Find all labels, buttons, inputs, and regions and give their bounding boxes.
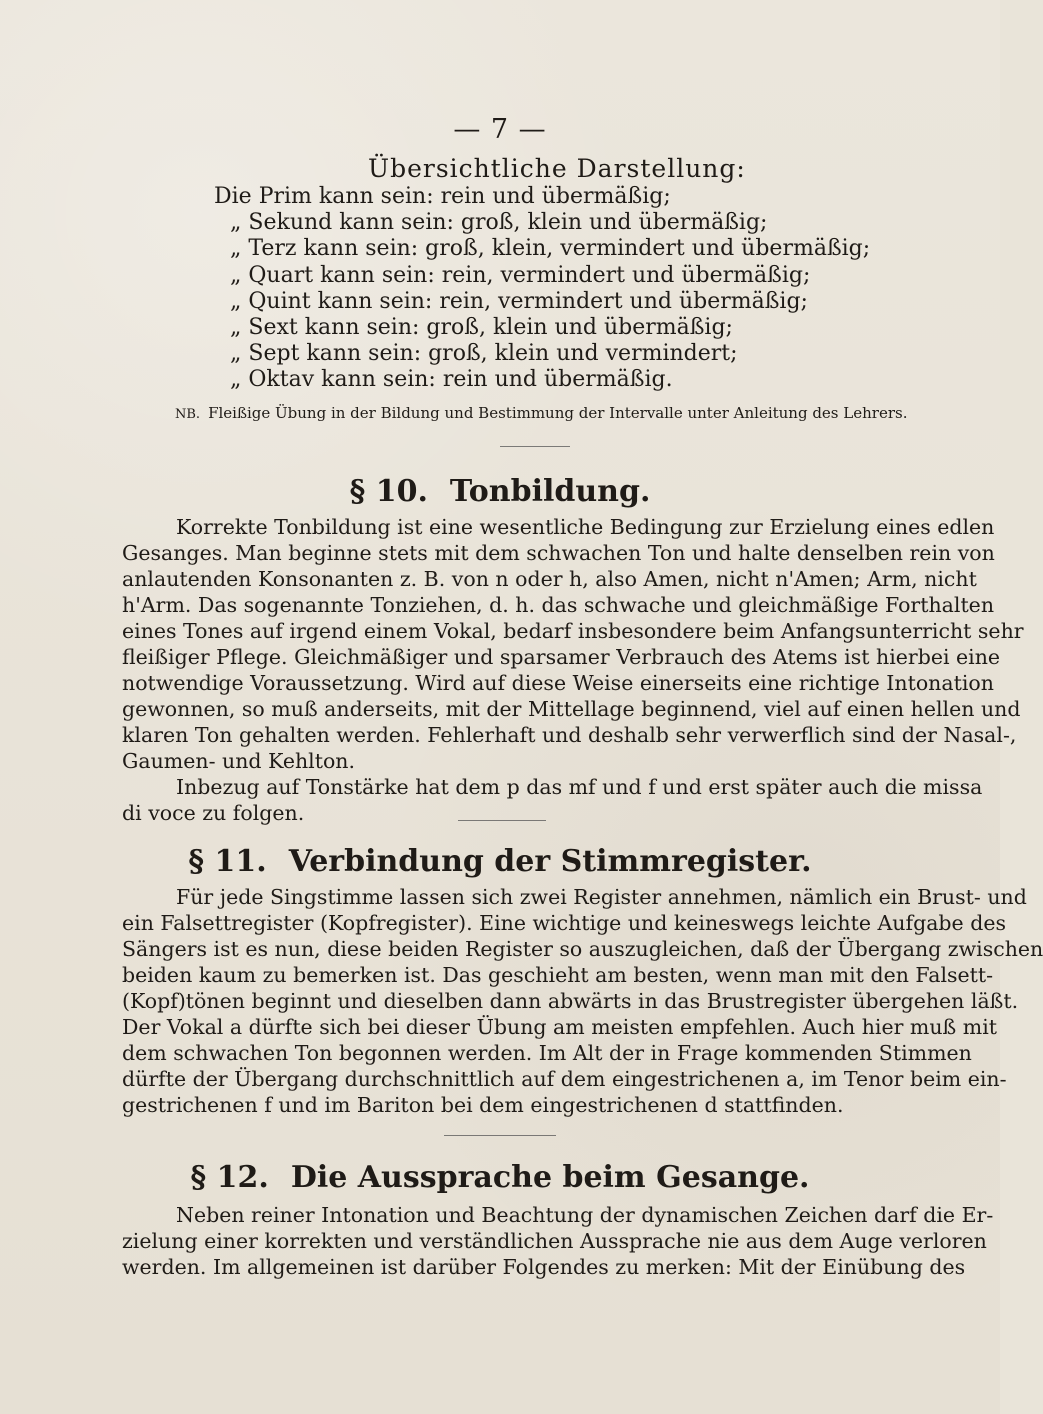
- paragraph-line: Sängers ist es nun, diese beiden Register so auszugleichen, daß der Übergang zwischen: [122, 937, 1043, 961]
- paragraph-line: Korrekte Tonbildung ist eine wesentliche Bedingung zur Erzielung eines edlen: [176, 515, 995, 539]
- paragraph-line: dem schwachen Ton begonnen werden. Im Alt der in Frage kommenden Stimmen: [122, 1041, 972, 1065]
- paragraph-line: anlautenden Konsonanten z. B. von n oder h, also Amen, nicht n'Amen; Arm, nicht: [122, 567, 977, 591]
- paragraph-line: gewonnen, so muß anderseits, mit der Mittellage beginnend, viel auf einen hellen und: [122, 697, 1021, 721]
- interval-item-quint: „ Quint kann sein: rein, vermindert und übermäßig;: [230, 288, 808, 314]
- paragraph-line: gestrichenen f und im Bariton bei dem eingestrichenen d stattfinden.: [122, 1093, 844, 1117]
- interval-item-sept: „ Sept kann sein: groß, klein und vermindert;: [230, 341, 738, 367]
- overview-title: Übersichtliche Darstellung:: [368, 154, 746, 183]
- paragraph-line: ein Falsettregister (Kopfregister). Eine wichtige und keineswegs leichte Aufgabe des: [122, 911, 1006, 935]
- section-number: § 11.: [188, 844, 267, 879]
- paragraph-line: (Kopf)tönen beginnt und dieselben dann abwärts in das Brustregister übergehen läßt.: [122, 989, 1019, 1013]
- section-number: § 12.: [190, 1160, 269, 1195]
- paragraph-line: zielung einer korrekten und verständlichen Aussprache nie aus dem Auge verloren: [122, 1229, 987, 1253]
- interval-item-sekund: „ Sekund kann sein: groß, klein und übermäßig;: [230, 210, 768, 236]
- section-title: Die Aussprache beim Gesange.: [290, 1160, 810, 1195]
- note: [175, 404, 908, 422]
- interval-item-oktav: „ Oktav kann sein: rein und übermäßig.: [230, 367, 673, 393]
- paragraph-line: klaren Ton gehalten werden. Fehlerhaft und deshalb sehr verwerflich sind der Nasal-,: [122, 723, 1017, 747]
- section-divider: [500, 446, 570, 447]
- section-title: Tonbildung.: [449, 474, 651, 509]
- note-text: Fleißige Übung in der Bildung und Bestimmung der Intervalle unter Anleitung des Lehrers.: [208, 404, 908, 422]
- paragraph-line: fleißiger Pflege. Gleichmäßiger und sparsamer Verbrauch des Atems ist hierbei eine: [122, 645, 1001, 669]
- page-number: — 7 —: [453, 114, 547, 145]
- paragraph-line: Gesanges. Man beginne stets mit dem schwachen Ton und halte denselben rein von: [122, 541, 995, 565]
- paragraph-line: werden. Im allgemeinen ist darüber Folgendes zu merken: Mit der Einübung des: [122, 1255, 966, 1279]
- section-divider: [458, 820, 546, 821]
- interval-item-prim: Die Prim kann sein: rein und übermäßig;: [214, 184, 671, 209]
- interval-item-sext: „ Sext kann sein: groß, klein und übermäßig;: [230, 314, 733, 340]
- paragraph-line: Inbezug auf Tonstärke hat dem p das mf und f und erst später auch die missa: [176, 775, 983, 799]
- paragraph-line: beiden kaum zu bemerken ist. Das geschieht am besten, wenn man mit den Falsett-: [122, 963, 994, 987]
- section-heading-10: [0, 474, 1000, 509]
- paragraph-line: di voce zu folgen.: [122, 801, 305, 825]
- section-heading-12: [0, 1160, 1000, 1195]
- section-divider: [444, 1135, 556, 1136]
- section-number: § 10.: [349, 474, 428, 509]
- paragraph-line: Der Vokal a dürfte sich bei dieser Übung am meisten empfehlen. Auch hier muß mit: [122, 1015, 997, 1039]
- interval-item-quart: „ Quart kann sein: rein, vermindert und übermäßig;: [230, 262, 811, 288]
- paragraph-line: Neben reiner Intonation und Beachtung der dynamischen Zeichen darf die Er-: [176, 1203, 994, 1227]
- paragraph-line: eines Tones auf irgend einem Vokal, bedarf insbesondere beim Anfangsunterricht sehr: [122, 619, 1024, 643]
- paragraph-line: Gaumen- und Kehlton.: [122, 749, 356, 773]
- note-label: NB.: [175, 407, 201, 422]
- interval-list: [214, 184, 871, 394]
- paragraph-line: notwendige Voraussetzung. Wird auf diese Weise einerseits eine richtige Intonation: [122, 671, 994, 695]
- paragraph-line: h'Arm. Das sogenannte Tonziehen, d. h. das schwache und gleichmäßige Forthalten: [122, 593, 995, 617]
- paragraph-line: dürfte der Übergang durchschnittlich auf dem eingestrichenen a, im Tenor beim ein-: [122, 1067, 1007, 1091]
- interval-item-terz: „ Terz kann sein: groß, klein, vermindert und übermäßig;: [230, 236, 871, 262]
- paragraph-line: Für jede Singstimme lassen sich zwei Register annehmen, nämlich ein Brust- und: [176, 885, 1027, 909]
- section-heading-11: [0, 844, 1000, 879]
- section-title: Verbindung der Stimmregister.: [288, 844, 812, 879]
